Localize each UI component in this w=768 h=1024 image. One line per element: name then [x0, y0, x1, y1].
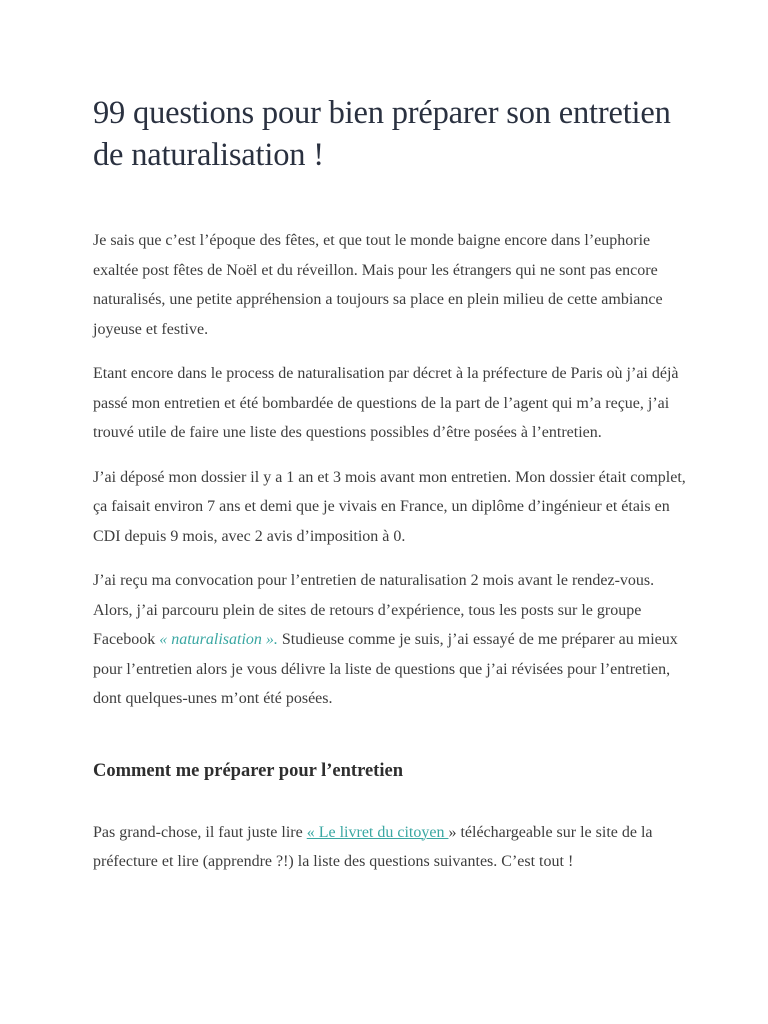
intro-paragraph-4	[93, 566, 688, 714]
intro-paragraph-3: J’ai déposé mon dossier il y a 1 an et 3 mois avant mon entretien. Mon dossier était complet, ça faisait environ 7 ans et demi que je vivais en France, un diplôme d’ingénieur et étais en CDI depuis 9 mois, avec 2 avis d’imposition à 0.	[93, 468, 686, 545]
paragraph-text: » téléchargeable sur le site de la préfecture et lire (apprendre ?!) la liste des questions suivantes. C’est tout !	[93, 823, 653, 870]
article-intro	[93, 226, 688, 714]
intro-paragraph-2: Etant encore dans le process de naturalisation par décret à la préfecture de Paris où j’ai déjà passé mon entretien et été bombardée de questions de la part de l’agent qui m’a reçue, j’ai trouvé utile de faire une liste des questions possibles d’être posées à l’entretien.	[93, 365, 679, 441]
section-body	[93, 818, 688, 877]
intro-paragraph-1: Je sais que c’est l’époque des fêtes, et que tout le monde baigne encore dans l’euphorie exaltée post fêtes de Noël et du réveillon. Mais pour les étrangers qui ne sont pas encore naturalisés, une petite appréhension a toujours sa place en plein milieu de cette ambiance joyeuse et festive.	[93, 232, 663, 338]
facebook-group-link[interactable]: « naturalisation ».	[159, 631, 278, 648]
paragraph-text: Studieuse comme je suis, j’ai essayé de me préparer au mieux pour l’entretien alors je vous délivre la liste de questions que j’ai révisées pour l’entretien, dont quelques-unes m’ont été posées.	[93, 631, 678, 707]
paragraph-text: Pas grand-chose, il faut juste lire	[93, 823, 307, 841]
livret-citoyen-link[interactable]: « Le livret du citoyen	[306, 823, 449, 841]
article-title: 99 questions pour bien préparer son entretien de naturalisation !	[93, 95, 671, 173]
section-paragraph	[93, 818, 688, 877]
section-heading: Comment me préparer pour l’entretien	[93, 760, 403, 781]
paragraph-text: J’ai reçu ma convocation pour l’entretien de naturalisation 2 mois avant le rendez-vous. Alors, j’ai parcouru plein de sites de retours d’expérience, tous les posts sur le groupe Facebook	[93, 572, 655, 648]
